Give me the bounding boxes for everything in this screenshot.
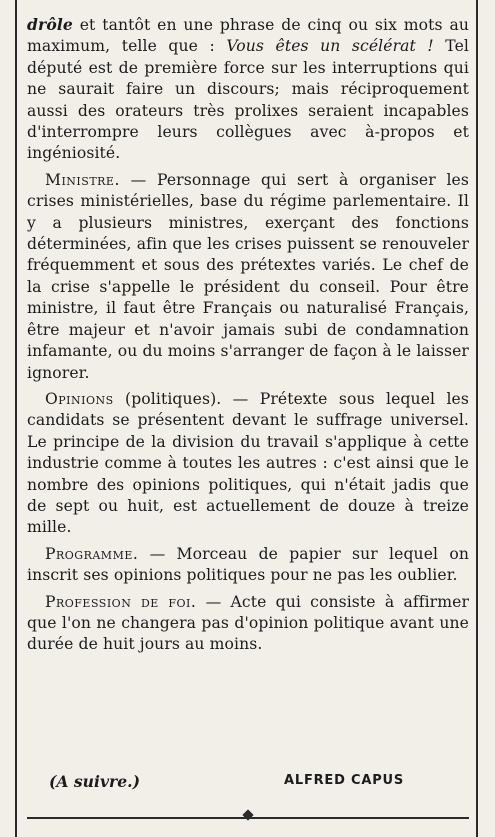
paragraph-intro-continuation [27,14,469,165]
paragraph-profession-de-foi [27,592,469,656]
intro-segment-2: et tantôt en une phrase de cinq ou six mots au maximum, telle que : [27,16,469,56]
intro-segment-3: Vous êtes un scélérat ! [226,37,434,56]
entry-term-opinions-suffix: (politiques). [113,389,222,408]
entry-term-profession-de-foi: Profession de foi. [45,592,197,611]
author-signature: ALFRED CAPUS [284,773,405,788]
entry-body-programme: — Morceau de papier sur lequel on inscrit ses opinions politiques pour ne pas les oublier. [27,544,469,585]
intro-segment-1: drôle [27,15,73,34]
entry-term-ministre: Ministre. [45,170,120,189]
entry-term-programme: Programme. [45,544,139,563]
article-column [27,14,469,656]
article-footer [27,772,469,796]
paragraph-programme [27,544,469,587]
column-rule-left [15,0,17,837]
entry-body-opinions: — Prétexte sous lequel les candidats se présentent devant le suffrage universel. Le principe de la division du travail s'applique à cette industrie comme à toutes les autres : c'est ainsi que le nombre des opinions politiques, qui n'était jadis que de sept ou huit, est actuellement de douze à treize mille. [27,389,469,537]
column-rule-right [476,0,478,837]
intro-segment-4: Tel député est de première force sur les interruptions qui ne saurait faire un discours; mais réciproquement aussi des orateurs très prolixes seraient incapables d'interrompre leurs collègues avec à-propos et ingéniosité. [27,37,469,163]
entry-term-opinions: Opinions [45,389,114,408]
paragraph-opinions [27,389,469,539]
entry-body-profession-de-foi: — Acte qui consiste à affirmer que l'on ne changera pas d'opinion politique avant une durée de huit jours au moins. [27,592,469,654]
separator-ornament-icon [242,809,253,820]
entry-body-ministre: — Personnage qui sert à organiser les crises ministérielles, base du régime parlementaire. Il y a plusieurs ministres, exerçant des fonctions déterminées, afin que les crises puissent se renouveler fréquemment et sous des prétextes variés. Le chef de la crise s'appelle le président du conseil. Pour être ministre, il faut être Français ou naturalisé Français, être majeur et n'avoir jamais subi de condamnation infamante, ou du moins s'arranger de façon à le laisser ignorer. [27,170,469,382]
paragraph-ministre [27,170,469,384]
continuation-note: (A suivre.) [49,772,140,791]
